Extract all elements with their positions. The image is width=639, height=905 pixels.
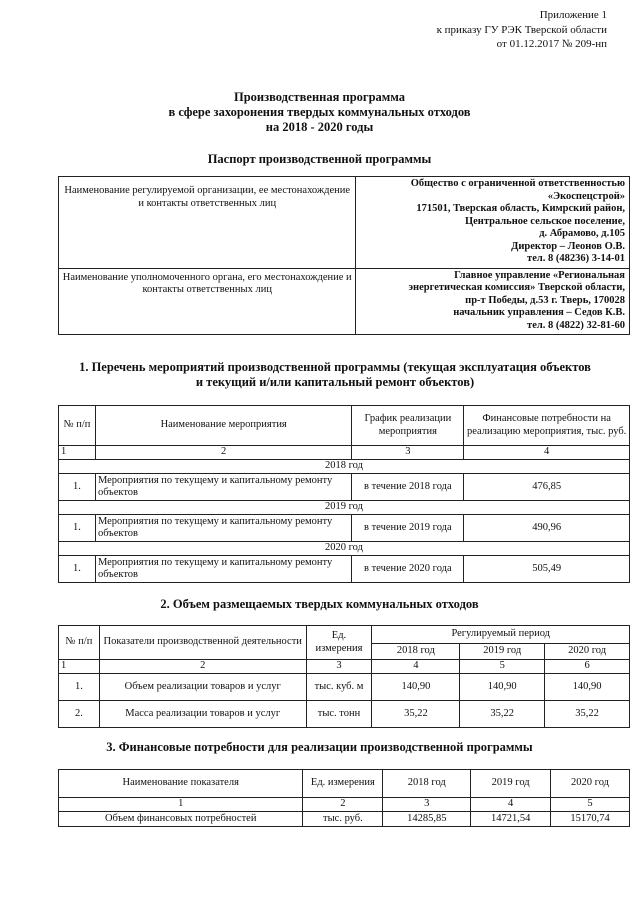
measures-header-row — [59, 406, 630, 446]
measure-schedule: в течение 2019 года — [352, 515, 464, 542]
year-label: 2019 год — [59, 501, 630, 515]
org-line: «Экоспецстрой» — [547, 190, 625, 202]
header-num: № п/п — [59, 626, 100, 660]
colnum: 4 — [471, 798, 551, 812]
year-row — [59, 460, 630, 474]
measure-value: 505,49 — [464, 556, 630, 583]
row-num: 2. — [59, 701, 100, 728]
passport-heading: Паспорт производственной программы — [207, 152, 432, 166]
section-1-title — [40, 360, 630, 390]
indicator-unit: тыс. куб. м — [306, 674, 372, 701]
row-num: 1. — [59, 474, 96, 501]
header-year: 2019 год — [460, 644, 545, 660]
colnum: 3 — [306, 660, 372, 674]
authority-line: энергетическая комиссия» Тверской области, — [408, 282, 625, 293]
table-row — [59, 515, 630, 542]
indicator-name: Масса реализации товаров и услуг — [99, 701, 306, 728]
column-numbers-row — [59, 446, 630, 460]
section-1-title-line-2: и текущий и/или капитальный ремонт объектов) — [195, 375, 475, 389]
year-label: 2020 год — [59, 542, 630, 556]
finance-value: 15170,74 — [551, 812, 630, 827]
authority-line: пр-т Победы, д.53 г. Тверь, 170028 — [465, 294, 625, 306]
row-num: 1. — [59, 556, 96, 583]
header-year: 2020 год — [551, 770, 630, 798]
indicator-value: 35,22 — [460, 701, 545, 728]
waste-header-row-1 — [59, 626, 630, 644]
authority-line: Главное управление «Региональная — [454, 269, 625, 281]
finance-unit: тыс. руб. — [303, 812, 383, 827]
appendix-line-1: Приложение 1 — [539, 9, 607, 21]
appendix-line-2: к приказу ГУ РЭК Тверской области — [436, 23, 607, 36]
colnum: 4 — [464, 446, 630, 460]
passport-label-organization: Наименование регулируемой организации, ее местонахождение и контакты ответственных лиц — [59, 177, 356, 269]
column-numbers-row — [59, 660, 630, 674]
colnum: 3 — [383, 798, 471, 812]
section-1-title-line-1: 1. Перечень мероприятий производственной программы (текущая эксплуатация объектов — [79, 360, 591, 374]
measure-schedule: в течение 2020 года — [352, 556, 464, 583]
table-row — [59, 474, 630, 501]
appendix-block — [437, 8, 607, 52]
colnum: 2 — [303, 798, 383, 812]
colnum: 5 — [551, 798, 630, 812]
finance-value: 14721,54 — [471, 812, 551, 827]
finance-header-row — [59, 770, 630, 798]
indicator-value: 35,22 — [372, 701, 460, 728]
header-period: Регулируемый период — [372, 626, 630, 644]
column-numbers-row — [59, 798, 630, 812]
table-row — [59, 812, 630, 827]
header-measure-name: Наименование мероприятия — [95, 406, 351, 446]
indicator-value: 140,90 — [545, 674, 630, 701]
year-row — [59, 501, 630, 515]
appendix-line-3: от 01.12.2017 № 209-нп — [496, 38, 607, 50]
org-line: Директор – Леонов О.В. — [511, 240, 625, 252]
colnum: 4 — [372, 660, 460, 674]
title-line-1: Производственная программа — [233, 90, 406, 104]
measure-schedule: в течение 2018 года — [352, 474, 464, 501]
header-indicator: Показатели производственной деятельности — [99, 626, 306, 660]
measure-value: 476,85 — [464, 474, 630, 501]
measure-name: Мероприятия по текущему и капитальному ремонту объектов — [95, 515, 351, 542]
header-unit: Ед. измерения — [303, 770, 383, 798]
finance-value: 14285,85 — [383, 812, 471, 827]
indicator-value: 140,90 — [372, 674, 460, 701]
row-num: 1. — [59, 674, 100, 701]
header-year: 2018 год — [372, 644, 460, 660]
document-title — [0, 90, 639, 135]
header-year: 2020 год — [545, 644, 630, 660]
authority-line: тел. 8 (4822) 32-81-60 — [527, 319, 625, 331]
measure-value: 490,96 — [464, 515, 630, 542]
header-year: 2019 год — [471, 770, 551, 798]
colnum: 1 — [59, 660, 100, 674]
row-num: 1. — [59, 515, 96, 542]
title-line-3: на 2018 - 2020 годы — [265, 120, 374, 134]
header-unit: Ед. измерения — [306, 626, 372, 660]
section-2-title: 2. Объем размещаемых твердых коммунальных отходов — [160, 597, 479, 611]
header-schedule: График реализации мероприятия — [352, 406, 464, 446]
colnum: 2 — [95, 446, 351, 460]
header-indicator: Наименование показателя — [59, 770, 303, 798]
colnum: 6 — [545, 660, 630, 674]
authority-line: начальник управления – Седов К.В. — [453, 307, 625, 318]
year-row — [59, 542, 630, 556]
title-line-2: в сфере захоронения твердых коммунальных отходов — [168, 105, 471, 119]
finance-table — [58, 769, 630, 827]
header-finance: Финансовые потребности на реализацию мероприятия, тыс. руб. — [464, 406, 630, 446]
header-num: № п/п — [59, 406, 96, 446]
org-line: Центральное сельское поселение, — [464, 215, 625, 227]
finance-indicator-name: Объем финансовых потребностей — [59, 812, 303, 827]
passport-value-organization — [356, 177, 630, 269]
table-row — [59, 701, 630, 728]
passport-row-authority — [59, 268, 630, 335]
waste-volume-table — [58, 625, 630, 728]
measure-name: Мероприятия по текущему и капитальному ремонту объектов — [95, 556, 351, 583]
colnum: 2 — [99, 660, 306, 674]
indicator-unit: тыс. тонн — [306, 701, 372, 728]
org-line: 171501, Тверская область, Кимрский район, — [416, 203, 625, 214]
indicator-value: 140,90 — [460, 674, 545, 701]
org-line: д. Абрамово, д.105 — [539, 228, 625, 239]
table-row — [59, 674, 630, 701]
year-label: 2018 год — [59, 460, 630, 474]
section-3-title: 3. Финансовые потребности для реализации производственной программы — [106, 740, 533, 754]
org-line: тел. 8 (48236) 3-14-01 — [527, 253, 625, 264]
colnum: 1 — [59, 446, 96, 460]
org-line: Общество с ограниченной ответственностью — [410, 178, 625, 189]
colnum: 3 — [352, 446, 464, 460]
indicator-value: 35,22 — [545, 701, 630, 728]
indicator-name: Объем реализации товаров и услуг — [99, 674, 306, 701]
colnum: 1 — [59, 798, 303, 812]
passport-label-authority: Наименование уполномоченного органа, его местонахождение и контакты ответственных лиц — [59, 268, 356, 335]
measure-name: Мероприятия по текущему и капитальному ремонту объектов — [95, 474, 351, 501]
passport-value-authority — [356, 268, 630, 335]
table-row — [59, 556, 630, 583]
colnum: 5 — [460, 660, 545, 674]
header-year: 2018 год — [383, 770, 471, 798]
measures-table — [58, 405, 630, 583]
passport-table — [58, 176, 630, 335]
passport-row-organization — [59, 177, 630, 269]
